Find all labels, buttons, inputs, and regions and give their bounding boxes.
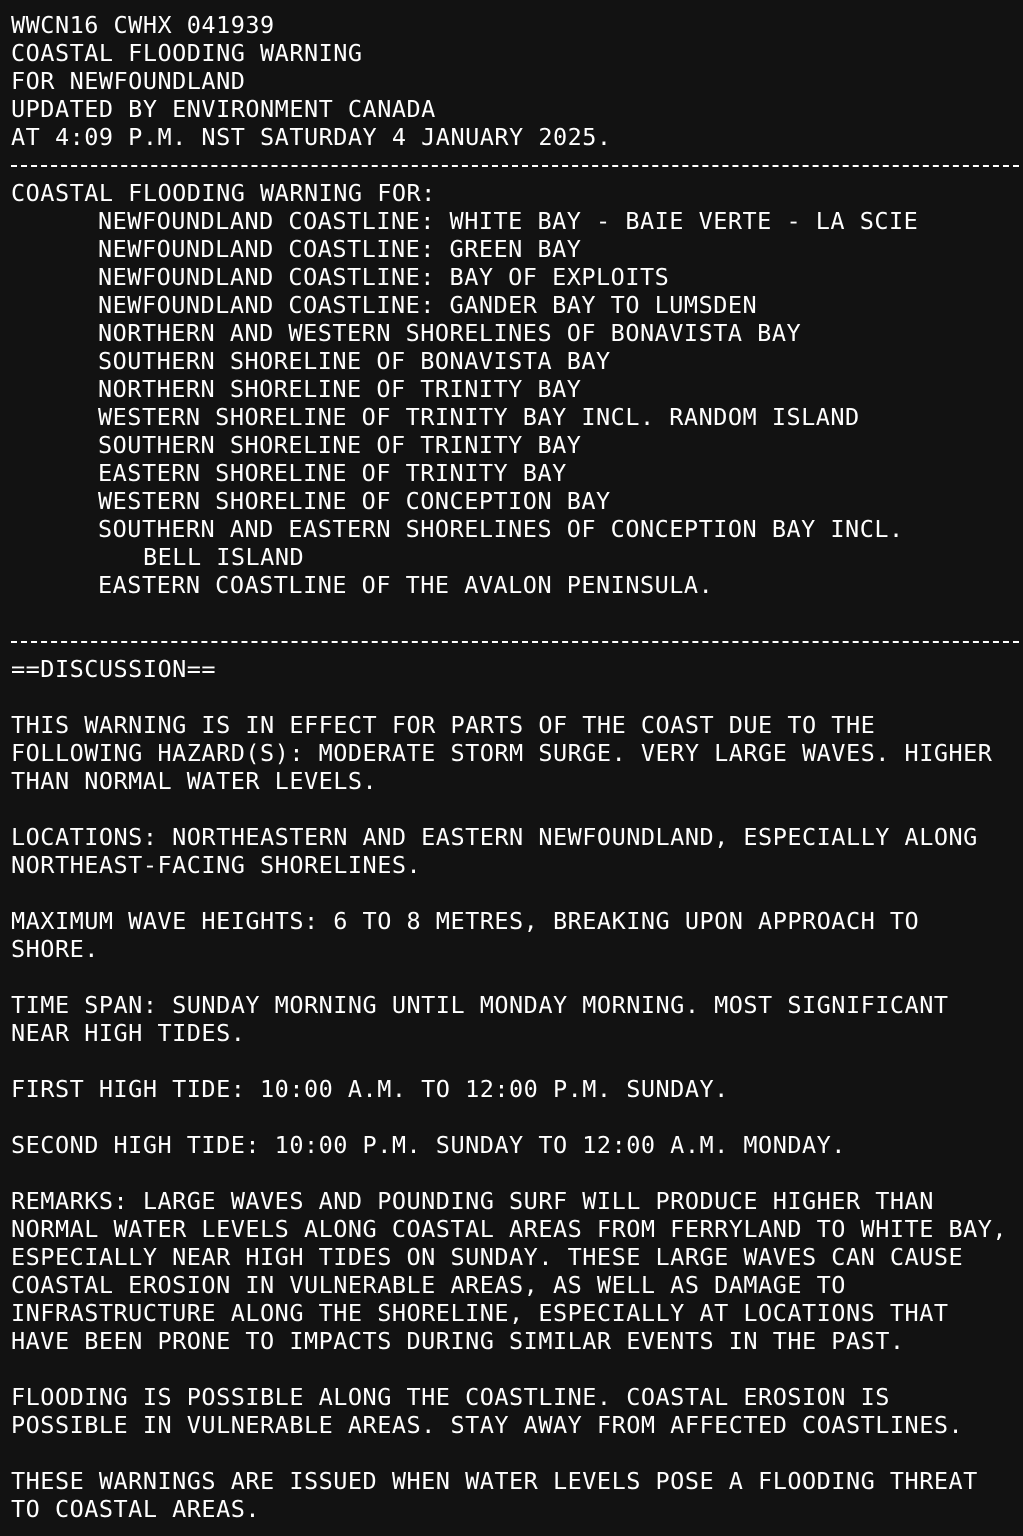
discussion-first-high-tide <box>11 1075 1023 1103</box>
blank-line <box>11 795 1023 823</box>
discussion-section <box>11 655 1023 1523</box>
discussion-time-span <box>11 991 1023 1047</box>
blank-line <box>11 1047 1023 1075</box>
paragraph-line: NORMAL WATER LEVELS ALONG COASTAL AREAS FROM FERRYLAND TO WHITE BAY, <box>11 1215 1008 1243</box>
bulletin-timestamp: AT 4:09 P.M. NST SATURDAY 4 JANUARY 2025. <box>11 123 612 151</box>
discussion-locations <box>11 823 1023 879</box>
paragraph-line: POSSIBLE IN VULNERABLE AREAS. STAY AWAY FROM AFFECTED COASTLINES. <box>11 1411 964 1439</box>
bulletin-header <box>11 11 1023 151</box>
separator-rule <box>0 151 1023 179</box>
warning-region: SOUTHERN SHORELINE OF BONAVISTA BAY <box>98 347 611 375</box>
bulletin-title: COASTAL FLOODING WARNING <box>11 39 363 67</box>
blank-line <box>11 1439 1023 1467</box>
bulletin-issuer: UPDATED BY ENVIRONMENT CANADA <box>11 95 436 123</box>
paragraph-line: SHORE. <box>11 935 99 963</box>
warning-region-continuation: BELL ISLAND <box>143 543 305 571</box>
paragraph-line: FOLLOWING HAZARD(S): MODERATE STORM SURGE. VERY LARGE WAVES. HIGHER <box>11 739 993 767</box>
warning-region: EASTERN SHORELINE OF TRINITY BAY <box>98 459 567 487</box>
paragraph-line: SECOND HIGH TIDE: 10:00 P.M. SUNDAY TO 12:00 A.M. MONDAY. <box>11 1131 846 1159</box>
blank-line <box>11 1159 1023 1187</box>
warning-region: WESTERN SHORELINE OF TRINITY BAY INCL. RANDOM ISLAND <box>98 403 860 431</box>
blank-line <box>11 963 1023 991</box>
discussion-heading: ==DISCUSSION== <box>11 655 217 683</box>
blank-line <box>11 599 1023 627</box>
discussion-wave-heights <box>11 907 1023 963</box>
warning-region: NORTHERN AND WESTERN SHORELINES OF BONAVISTA BAY <box>98 319 802 347</box>
warning-region: EASTERN COASTLINE OF THE AVALON PENINSULA. <box>98 571 714 599</box>
blank-line <box>11 879 1023 907</box>
paragraph-line: TO COASTAL AREAS. <box>11 1495 261 1523</box>
warning-region: SOUTHERN AND EASTERN SHORELINES OF CONCEPTION BAY INCL. <box>98 515 904 543</box>
discussion-issuance-criteria <box>11 1467 1023 1523</box>
paragraph-line: HAVE BEEN PRONE TO IMPACTS DURING SIMILAR EVENTS IN THE PAST. <box>11 1327 905 1355</box>
discussion-second-high-tide <box>11 1131 1023 1159</box>
warning-region: NORTHERN SHORELINE OF TRINITY BAY <box>98 375 582 403</box>
bulletin-id: WWCN16 CWHX 041939 <box>11 11 275 39</box>
paragraph-line: THESE WARNINGS ARE ISSUED WHEN WATER LEVELS POSE A FLOODING THREAT <box>11 1467 978 1495</box>
bulletin-area: FOR NEWFOUNDLAND <box>11 67 246 95</box>
separator-rule <box>0 627 1023 655</box>
paragraph-line: FIRST HIGH TIDE: 10:00 A.M. TO 12:00 P.M. SUNDAY. <box>11 1075 729 1103</box>
warning-region: SOUTHERN SHORELINE OF TRINITY BAY <box>98 431 582 459</box>
discussion-remarks <box>11 1187 1023 1355</box>
paragraph-line: COASTAL EROSION IN VULNERABLE AREAS, AS WELL AS DAMAGE TO <box>11 1271 846 1299</box>
paragraph-line: THAN NORMAL WATER LEVELS. <box>11 767 378 795</box>
paragraph-line: FLOODING IS POSSIBLE ALONG THE COASTLINE. COASTAL EROSION IS <box>11 1383 890 1411</box>
warning-heading: COASTAL FLOODING WARNING FOR: <box>11 179 436 207</box>
paragraph-line: INFRASTRUCTURE ALONG THE SHORELINE, ESPECIALLY AT LOCATIONS THAT <box>11 1299 949 1327</box>
warning-section <box>11 179 1023 599</box>
warning-region: NEWFOUNDLAND COASTLINE: GANDER BAY TO LUMSDEN <box>98 291 758 319</box>
paragraph-line: ESPECIALLY NEAR HIGH TIDES ON SUNDAY. THESE LARGE WAVES CAN CAUSE <box>11 1243 964 1271</box>
warning-region: NEWFOUNDLAND COASTLINE: GREEN BAY <box>98 235 582 263</box>
paragraph-line: REMARKS: LARGE WAVES AND POUNDING SURF WILL PRODUCE HIGHER THAN <box>11 1187 934 1215</box>
discussion-hazards <box>11 711 1023 795</box>
paragraph-line: TIME SPAN: SUNDAY MORNING UNTIL MONDAY MORNING. MOST SIGNIFICANT <box>11 991 949 1019</box>
warning-region: NEWFOUNDLAND COASTLINE: BAY OF EXPLOITS <box>98 263 670 291</box>
paragraph-line: MAXIMUM WAVE HEIGHTS: 6 TO 8 METRES, BREAKING UPON APPROACH TO <box>11 907 920 935</box>
paragraph-line: THIS WARNING IS IN EFFECT FOR PARTS OF THE COAST DUE TO THE <box>11 711 876 739</box>
discussion-flooding-possible <box>11 1383 1023 1439</box>
warning-region: NEWFOUNDLAND COASTLINE: WHITE BAY - BAIE VERTE - LA SCIE <box>98 207 919 235</box>
blank-line <box>11 1103 1023 1131</box>
paragraph-line: NEAR HIGH TIDES. <box>11 1019 246 1047</box>
blank-line <box>11 1355 1023 1383</box>
blank-line <box>11 683 1023 711</box>
warning-region: WESTERN SHORELINE OF CONCEPTION BAY <box>98 487 611 515</box>
paragraph-line: LOCATIONS: NORTHEASTERN AND EASTERN NEWFOUNDLAND, ESPECIALLY ALONG <box>11 823 978 851</box>
paragraph-line: NORTHEAST-FACING SHORELINES. <box>11 851 422 879</box>
